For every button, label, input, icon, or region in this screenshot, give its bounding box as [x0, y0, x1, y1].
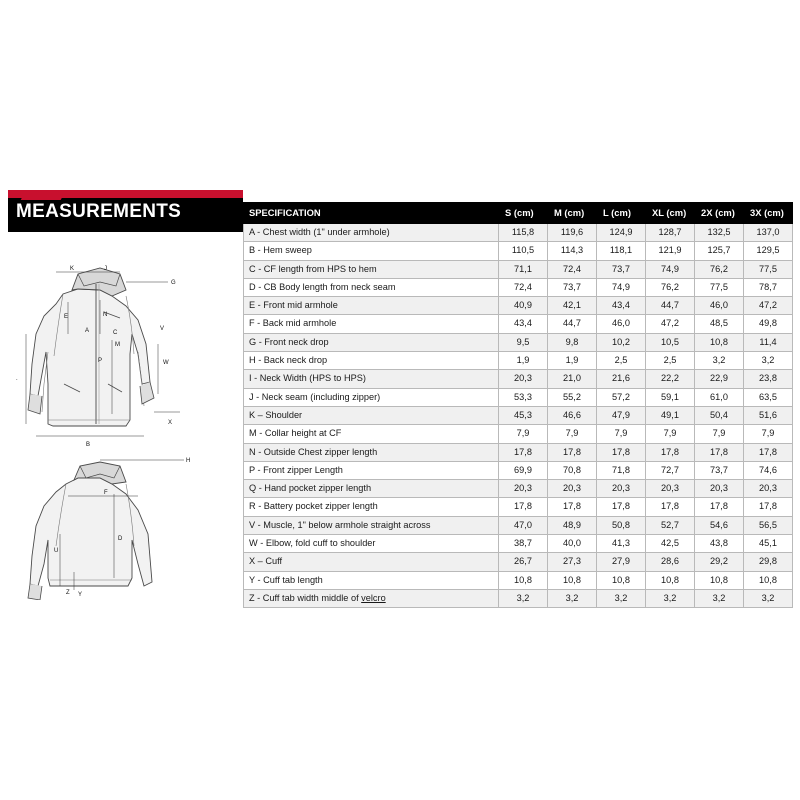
dim-letter-J: J	[104, 266, 107, 272]
table-row	[244, 315, 793, 333]
row-value: 7,9	[548, 425, 597, 443]
row-value: 43,4	[499, 315, 548, 333]
row-value: 71,1	[499, 260, 548, 278]
row-label: V - Muscle, 1" below armhole straight across	[244, 516, 499, 534]
row-value: 1,9	[499, 352, 548, 370]
table-row	[244, 443, 793, 461]
row-value: 10,8	[548, 571, 597, 589]
row-label: Q - Hand pocket zipper length	[244, 480, 499, 498]
row-label: Y - Cuff tab length	[244, 571, 499, 589]
row-value: 49,1	[646, 406, 695, 424]
row-value: 71,8	[597, 461, 646, 479]
table-row	[244, 370, 793, 388]
row-value: 46,6	[548, 406, 597, 424]
row-value: 50,8	[597, 516, 646, 534]
table-row	[244, 278, 793, 296]
row-value: 48,5	[695, 315, 744, 333]
row-value: 17,8	[646, 498, 695, 516]
dim-letter-W: W	[163, 360, 169, 366]
row-value: 61,0	[695, 388, 744, 406]
row-value: 17,8	[597, 498, 646, 516]
row-label: E - Front mid armhole	[244, 297, 499, 315]
row-value: 74,6	[744, 461, 793, 479]
dim-letter-A: A	[85, 328, 90, 334]
row-value: 29,2	[695, 553, 744, 571]
row-value: 42,1	[548, 297, 597, 315]
dim-letter-Z: Z	[66, 590, 70, 596]
row-value: 59,1	[646, 388, 695, 406]
row-value: 72,4	[548, 260, 597, 278]
row-value: 29,8	[744, 553, 793, 571]
row-value: 20,3	[548, 480, 597, 498]
row-value: 38,7	[499, 535, 548, 553]
row-value: 114,3	[548, 242, 597, 260]
row-value: 10,8	[744, 571, 793, 589]
row-value: 22,2	[646, 370, 695, 388]
row-value: 54,6	[695, 516, 744, 534]
column-header-m: M (cm)	[548, 203, 597, 224]
row-value: 73,7	[548, 278, 597, 296]
row-value: 128,7	[646, 224, 695, 242]
row-value: 42,5	[646, 535, 695, 553]
dim-letter-left: .	[16, 376, 18, 382]
row-value: 20,3	[499, 480, 548, 498]
dim-letter-V: V	[160, 326, 165, 332]
table-row	[244, 388, 793, 406]
row-value: 132,5	[695, 224, 744, 242]
table-row	[244, 297, 793, 315]
dim-letter-P: P	[98, 358, 103, 364]
row-value: 46,0	[597, 315, 646, 333]
row-value: 74,9	[597, 278, 646, 296]
row-value: 20,3	[744, 480, 793, 498]
row-value: 52,7	[646, 516, 695, 534]
row-value: 48,9	[548, 516, 597, 534]
row-value: 17,8	[695, 443, 744, 461]
dim-letter-E: E	[64, 314, 69, 320]
table-row	[244, 406, 793, 424]
row-value: 7,9	[646, 425, 695, 443]
row-value: 21,0	[548, 370, 597, 388]
row-value: 3,2	[695, 589, 744, 607]
row-value: 73,7	[695, 461, 744, 479]
row-value: 9,5	[499, 333, 548, 351]
row-value: 74,9	[646, 260, 695, 278]
dim-letter-M: M	[115, 342, 120, 348]
row-label: N - Outside Chest zipper length	[244, 443, 499, 461]
row-value: 27,9	[597, 553, 646, 571]
row-label: F - Back mid armhole	[244, 315, 499, 333]
row-value: 10,8	[646, 571, 695, 589]
row-value: 20,3	[499, 370, 548, 388]
row-value: 17,8	[597, 443, 646, 461]
row-value: 23,8	[744, 370, 793, 388]
jacket-technical-drawing	[8, 234, 243, 600]
dim-letter-F: F	[104, 490, 108, 496]
table-row	[244, 589, 793, 607]
row-value: 22,9	[695, 370, 744, 388]
table-row	[244, 224, 793, 242]
row-value: 57,2	[597, 388, 646, 406]
row-value: 73,7	[597, 260, 646, 278]
row-value: 76,2	[646, 278, 695, 296]
table-row	[244, 571, 793, 589]
row-value: 11,4	[744, 333, 793, 351]
row-value: 21,6	[597, 370, 646, 388]
dim-letter-G: G	[171, 280, 176, 286]
row-value: 43,8	[695, 535, 744, 553]
row-value: 2,5	[597, 352, 646, 370]
measurements-panel	[8, 190, 243, 600]
row-value: 7,9	[597, 425, 646, 443]
page-title: MEASUREMENTS	[16, 201, 182, 222]
measurements-table	[243, 202, 793, 608]
row-value: 78,7	[744, 278, 793, 296]
row-value: 49,8	[744, 315, 793, 333]
table-header-row	[244, 203, 793, 224]
column-header-xl: XL (cm)	[646, 203, 695, 224]
row-value: 110,5	[499, 242, 548, 260]
row-value: 20,3	[597, 480, 646, 498]
row-value: 124,9	[597, 224, 646, 242]
table-row	[244, 333, 793, 351]
row-label: P - Front zipper Length	[244, 461, 499, 479]
row-label: C - CF length from HPS to hem	[244, 260, 499, 278]
table-row	[244, 516, 793, 534]
dim-letter-H: H	[186, 458, 191, 464]
row-value: 115,8	[499, 224, 548, 242]
row-label: R - Battery pocket zipper length	[244, 498, 499, 516]
table-row	[244, 480, 793, 498]
row-label: Z - Cuff tab width middle of velcro	[244, 589, 499, 607]
column-header-2x: 2X (cm)	[695, 203, 744, 224]
row-value: 10,8	[597, 571, 646, 589]
dim-letter-N: N	[103, 312, 108, 318]
row-label: H - Back neck drop	[244, 352, 499, 370]
row-value: 17,8	[744, 498, 793, 516]
row-value: 69,9	[499, 461, 548, 479]
row-value: 47,2	[744, 297, 793, 315]
row-value: 17,8	[695, 498, 744, 516]
row-value: 7,9	[744, 425, 793, 443]
row-value: 46,0	[695, 297, 744, 315]
row-label: K – Shoulder	[244, 406, 499, 424]
row-value: 121,9	[646, 242, 695, 260]
row-value: 20,3	[646, 480, 695, 498]
row-value: 17,8	[499, 498, 548, 516]
row-label: M - Collar height at CF	[244, 425, 499, 443]
dim-letter-U: U	[54, 548, 59, 554]
row-value: 77,5	[744, 260, 793, 278]
row-value: 26,7	[499, 553, 548, 571]
row-value: 27,3	[548, 553, 597, 571]
row-value: 129,5	[744, 242, 793, 260]
row-value: 1,9	[548, 352, 597, 370]
measurements-title-bar	[8, 190, 243, 232]
row-value: 2,5	[646, 352, 695, 370]
column-header-l: L (cm)	[597, 203, 646, 224]
row-value: 55,2	[548, 388, 597, 406]
table-row	[244, 352, 793, 370]
row-value: 20,3	[695, 480, 744, 498]
row-value: 28,6	[646, 553, 695, 571]
row-value: 3,2	[548, 589, 597, 607]
row-value: 40,9	[499, 297, 548, 315]
row-value: 45,3	[499, 406, 548, 424]
table-body	[244, 224, 793, 608]
row-value: 53,3	[499, 388, 548, 406]
row-value: 119,6	[548, 224, 597, 242]
row-value: 63,5	[744, 388, 793, 406]
row-value: 40,0	[548, 535, 597, 553]
row-label: J - Neck seam (including zipper)	[244, 388, 499, 406]
row-value: 76,2	[695, 260, 744, 278]
row-value: 50,4	[695, 406, 744, 424]
dim-letter-C: C	[113, 330, 118, 336]
row-value: 3,2	[744, 352, 793, 370]
row-value: 17,8	[499, 443, 548, 461]
row-value: 10,8	[695, 571, 744, 589]
row-value: 3,2	[695, 352, 744, 370]
row-value: 118,1	[597, 242, 646, 260]
row-value: 77,5	[695, 278, 744, 296]
row-value: 47,0	[499, 516, 548, 534]
row-value: 51,6	[744, 406, 793, 424]
dim-letter-Y: Y	[78, 592, 83, 598]
row-value: 7,9	[499, 425, 548, 443]
table-row	[244, 535, 793, 553]
dim-letter-D: D	[118, 536, 123, 542]
row-value: 3,2	[646, 589, 695, 607]
measurements-table-container	[243, 202, 792, 608]
column-header-s: S (cm)	[499, 203, 548, 224]
row-value: 3,2	[744, 589, 793, 607]
row-value: 56,5	[744, 516, 793, 534]
row-value: 3,2	[499, 589, 548, 607]
table-row	[244, 425, 793, 443]
table-row	[244, 242, 793, 260]
dim-letter-B: B	[86, 442, 91, 448]
row-value: 137,0	[744, 224, 793, 242]
row-value: 10,5	[646, 333, 695, 351]
row-value: 10,8	[695, 333, 744, 351]
row-value: 41,3	[597, 535, 646, 553]
dim-letter-K: K	[70, 266, 75, 272]
row-value: 44,7	[548, 315, 597, 333]
row-value: 47,9	[597, 406, 646, 424]
row-value: 47,2	[646, 315, 695, 333]
row-value: 44,7	[646, 297, 695, 315]
row-label: G - Front neck drop	[244, 333, 499, 351]
column-header-3x: 3X (cm)	[744, 203, 793, 224]
row-value: 10,8	[499, 571, 548, 589]
table-row	[244, 498, 793, 516]
row-label: X – Cuff	[244, 553, 499, 571]
row-value: 17,8	[548, 443, 597, 461]
row-value: 72,7	[646, 461, 695, 479]
row-value: 70,8	[548, 461, 597, 479]
row-value: 43,4	[597, 297, 646, 315]
row-label: I - Neck Width (HPS to HPS)	[244, 370, 499, 388]
table-row	[244, 461, 793, 479]
row-value: 72,4	[499, 278, 548, 296]
row-value: 17,8	[744, 443, 793, 461]
row-label: A - Chest width (1" under armhole)	[244, 224, 499, 242]
row-label: B - Hem sweep	[244, 242, 499, 260]
row-value: 3,2	[597, 589, 646, 607]
row-value: 10,2	[597, 333, 646, 351]
row-value: 9,8	[548, 333, 597, 351]
row-value: 17,8	[646, 443, 695, 461]
row-value: 17,8	[548, 498, 597, 516]
column-header-specification: SPECIFICATION	[244, 203, 499, 224]
row-value: 125,7	[695, 242, 744, 260]
table-row	[244, 260, 793, 278]
row-value: 45,1	[744, 535, 793, 553]
dim-letter-X: X	[168, 420, 173, 426]
row-label: W - Elbow, fold cuff to shoulder	[244, 535, 499, 553]
row-label: D - CB Body length from neck seam	[244, 278, 499, 296]
table-row	[244, 553, 793, 571]
row-value: 7,9	[695, 425, 744, 443]
